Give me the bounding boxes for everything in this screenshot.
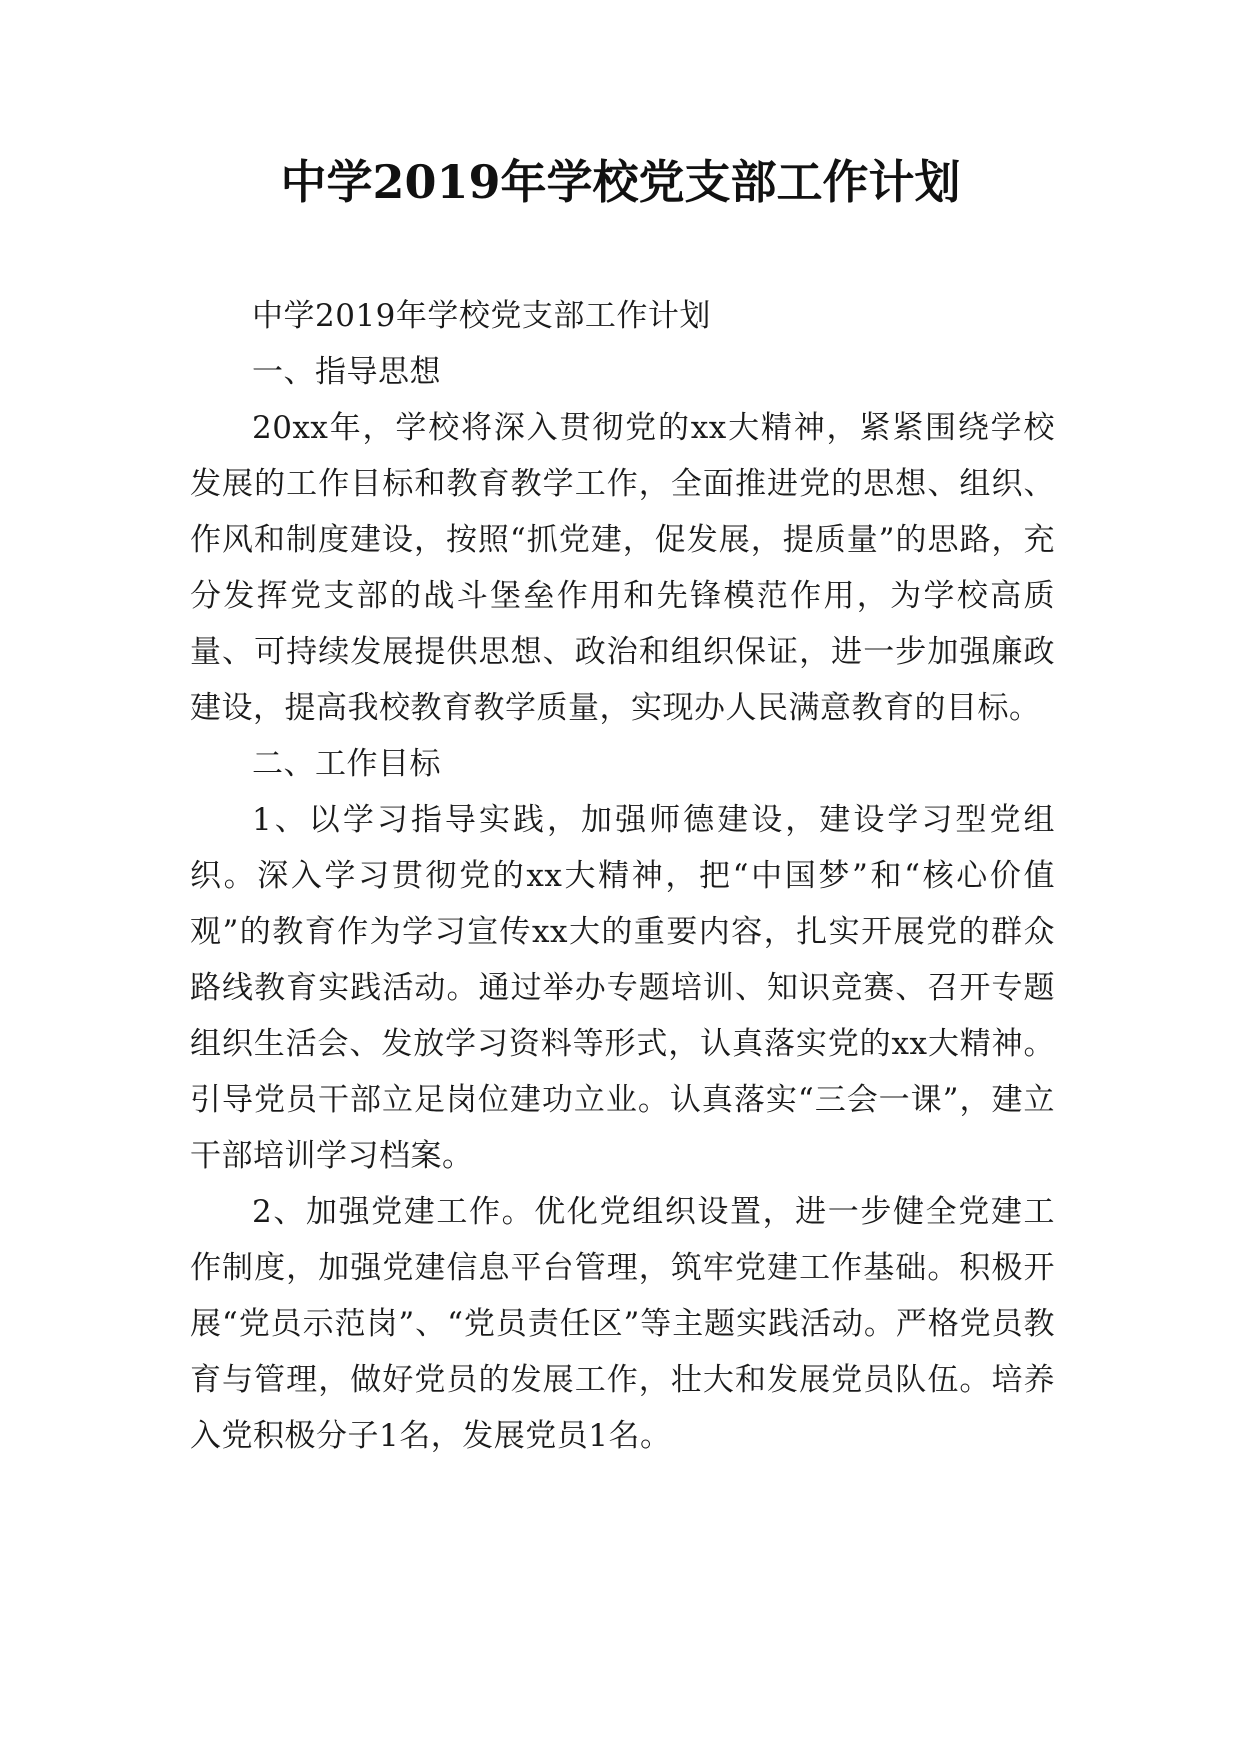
section-heading-work-goals: 二、工作目标 [252, 746, 441, 782]
paragraph-guiding-ideology: 20xx年，学校将深入贯彻党的xx大精神，紧紧围绕学校发展的工作目标和教育教学工作，全面推进党的思想、组织、作风和制度建设，按照“抓党建，促发展，提质量”的思路，充分发挥党支部的战斗堡垒作用和先锋模范作用，为学校高质量、可持续发展提供思想、政治和组织保证，进一步加强廉政建设，提高我校教育教学质量，实现办人民满意教育的目标。 [190, 410, 1055, 726]
paragraph-subtitle: 中学2019年学校党支部工作计划 [252, 298, 711, 334]
section-heading-guiding-ideology: 一、指导思想 [252, 354, 441, 390]
paragraph-goal-1: 1、以学习指导实践，加强师德建设，建设学习型党组织。深入学习贯彻党的xx大精神，把“中国梦”和“核心价值观”的教育作为学习宣传xx大的重要内容，扎实开展党的群众路线教育实践活动。通过举办专题培训、知识竞赛、召开专题组织生活会、发放学习资料等形式，认真落实党的xx大精神。引导党员干部立足岗位建功立业。认真落实“三会一课”，建立干部培训学习档案。 [190, 802, 1055, 1174]
paragraph-goal-2: 2、加强党建工作。优化党组织设置，进一步健全党建工作制度，加强党建信息平台管理，筑牢党建工作基础。积极开展“党员示范岗”、“党员责任区”等主题实践活动。严格党员教育与管理，做好党员的发展工作，壮大和发展党员队伍。培养入党积极分子1名，发展党员1名。 [190, 1194, 1055, 1454]
document-title: 中学2019年学校党支部工作计划 [280, 155, 961, 209]
document-body [190, 288, 1055, 1464]
